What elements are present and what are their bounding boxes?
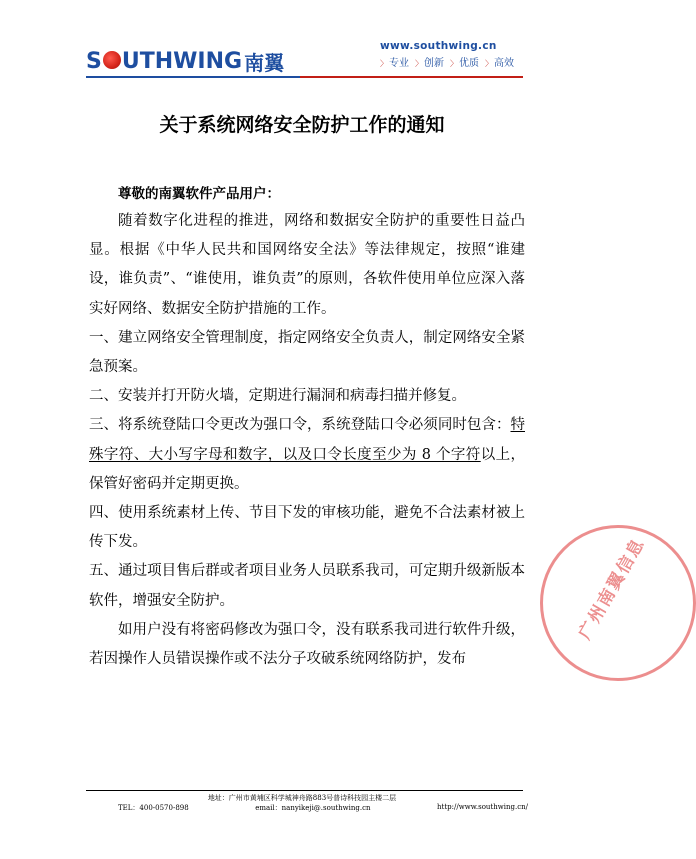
- footer-tel: TEL：400-0570-898: [118, 804, 189, 812]
- closing-paragraph: 如用户没有将密码修改为强口令，没有联系我司进行软件升级，若因操作人员错误操作或不法分子攻破系统网络防护，发布: [89, 621, 525, 668]
- item3-text: 三、将系统登陆口令更改为强口令，系统登陆口令必须同时包含：: [89, 417, 511, 434]
- logo-suffix: UTHWING: [121, 48, 243, 74]
- salutation: 尊敬的南翼软件产品用户：: [118, 186, 280, 202]
- list-item: 五、通过项目售后群或者项目业务人员联系我司，可定期升级新版本软件，增强安全防护。: [89, 563, 525, 609]
- footer-contact: [118, 803, 528, 813]
- item3-text-end: 以上，保管好密码并定期更换。: [89, 446, 525, 492]
- list-item: 一、建立网络安全管理制度，指定网络安全负责人，制定网络安全紧急预案。: [89, 329, 525, 376]
- slogan-item: 〉 高效: [485, 54, 514, 69]
- document-body: [89, 207, 525, 674]
- southwing-logo: [86, 48, 284, 74]
- intro-paragraph: 随着数字化进程的推进，网络和数据安全防护的重要性日益凸显。根据《中华人民共和国网络安全法》等法律规定，按照“谁建设，谁负责”、“谁使用，谁负责”的原则，各软件使用单位应深入落实好网络、数据安全防护措施的工作。: [89, 213, 525, 317]
- document-title: 关于系统网络安全防护工作的通知: [159, 114, 445, 136]
- footer-address: 地址：广州市黄埔区科学城神舟路883号普诗科技园主楼二层: [207, 794, 397, 802]
- slogan-item: 〉 专业: [380, 54, 409, 69]
- footer-email: email：nanyikeji@.southwing.cn: [255, 804, 371, 812]
- logo-cn-name: 南翼: [244, 50, 285, 75]
- site-url: www.southwing.cn: [380, 40, 497, 52]
- password-requirement: 特殊字符、大小写字母和数字，以及口令长度至少为 8 个字符: [89, 417, 525, 463]
- header-divider-red: [300, 76, 523, 78]
- header-right: [380, 40, 520, 69]
- slogan: [380, 54, 520, 69]
- list-item: 四、使用系统素材上传、节目下发的审核功能，避免不合法素材被上传下发。: [89, 505, 525, 551]
- list-item: [89, 411, 525, 499]
- slogan-item: 〉 优质: [450, 54, 479, 69]
- logo-prefix: S: [86, 48, 102, 74]
- slogan-item: 〉 创新: [415, 54, 444, 69]
- list-item: 二、安装并打开防火墙，定期进行漏洞和病毒扫描并修复。: [89, 388, 466, 405]
- footer-website: http://www.southwing.cn/: [437, 803, 528, 811]
- seal-text: 广州南翼信息: [575, 534, 650, 644]
- globe-icon: [103, 51, 121, 69]
- footer-divider: [86, 790, 523, 791]
